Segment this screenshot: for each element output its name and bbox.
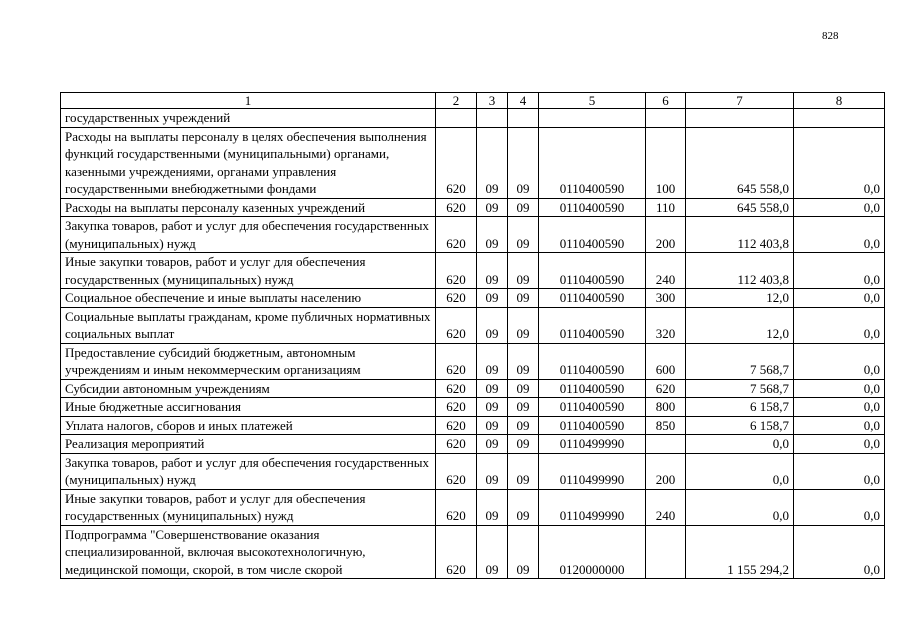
cell-col6 [646, 109, 686, 128]
row-name: Расходы на выплаты персоналу в целях обеспечения выполнения функций государственными (муниципальными) органами, казенными учреждениями, органами управления государственными внебюджетными фондами [61, 127, 436, 198]
page-number: 828 [822, 30, 839, 42]
cell-col4: 09 [508, 489, 539, 525]
table-row [61, 217, 885, 253]
cell-col6: 850 [646, 416, 686, 435]
cell-col2: 620 [436, 307, 477, 343]
row-name: Иные закупки товаров, работ и услуг для обеспечения государственных (муниципальных) нужд [61, 489, 436, 525]
cell-col4: 09 [508, 217, 539, 253]
cell-col5: 0110499990 [539, 435, 646, 454]
cell-col6: 200 [646, 217, 686, 253]
cell-col6 [646, 435, 686, 454]
cell-col8: 0,0 [794, 379, 885, 398]
cell-col8: 0,0 [794, 398, 885, 417]
cell-col8: 0,0 [794, 416, 885, 435]
row-name: Социальные выплаты гражданам, кроме публичных нормативных социальных выплат [61, 307, 436, 343]
table-row [61, 453, 885, 489]
row-name: государственных учреждений [61, 109, 436, 128]
budget-table [60, 92, 885, 579]
cell-col8: 0,0 [794, 489, 885, 525]
cell-col4: 09 [508, 453, 539, 489]
cell-col5 [539, 109, 646, 128]
cell-col3: 09 [477, 379, 508, 398]
cell-col5: 0110400590 [539, 398, 646, 417]
cell-col6: 240 [646, 489, 686, 525]
table-row [61, 343, 885, 379]
cell-col2: 620 [436, 489, 477, 525]
table-row [61, 379, 885, 398]
header-cell: 7 [686, 93, 794, 109]
cell-col7: 112 403,8 [686, 217, 794, 253]
cell-col4: 09 [508, 398, 539, 417]
cell-col4: 09 [508, 435, 539, 454]
cell-col6: 110 [646, 198, 686, 217]
cell-col2: 620 [436, 127, 477, 198]
cell-col3: 09 [477, 198, 508, 217]
cell-col2: 620 [436, 198, 477, 217]
cell-col4 [508, 109, 539, 128]
cell-col5: 0110400590 [539, 307, 646, 343]
cell-col7: 12,0 [686, 289, 794, 308]
cell-col8: 0,0 [794, 217, 885, 253]
cell-col2: 620 [436, 343, 477, 379]
cell-col8: 0,0 [794, 435, 885, 454]
cell-col7: 1 155 294,2 [686, 525, 794, 579]
cell-col5: 0110400590 [539, 416, 646, 435]
cell-col7: 7 568,7 [686, 343, 794, 379]
cell-col7: 112 403,8 [686, 253, 794, 289]
table-row [61, 489, 885, 525]
cell-col5: 0110400590 [539, 127, 646, 198]
cell-col7: 6 158,7 [686, 398, 794, 417]
cell-col4: 09 [508, 127, 539, 198]
cell-col8: 0,0 [794, 289, 885, 308]
row-name: Закупка товаров, работ и услуг для обеспечения государственных (муниципальных) нужд [61, 453, 436, 489]
table-row [61, 198, 885, 217]
cell-col7 [686, 109, 794, 128]
cell-col7: 645 558,0 [686, 198, 794, 217]
cell-col6: 200 [646, 453, 686, 489]
row-name: Субсидии автономным учреждениям [61, 379, 436, 398]
cell-col8: 0,0 [794, 198, 885, 217]
table-row [61, 416, 885, 435]
cell-col5: 0120000000 [539, 525, 646, 579]
table-row [61, 525, 885, 579]
cell-col8: 0,0 [794, 253, 885, 289]
header-cell: 4 [508, 93, 539, 109]
cell-col5: 0110499990 [539, 489, 646, 525]
cell-col7: 645 558,0 [686, 127, 794, 198]
cell-col4: 09 [508, 307, 539, 343]
cell-col2: 620 [436, 217, 477, 253]
cell-col2: 620 [436, 398, 477, 417]
cell-col4: 09 [508, 198, 539, 217]
cell-col3: 09 [477, 453, 508, 489]
cell-col4: 09 [508, 253, 539, 289]
cell-col7: 6 158,7 [686, 416, 794, 435]
cell-col4: 09 [508, 289, 539, 308]
row-name: Предоставление субсидий бюджетным, автономным учреждениям и иным некоммерческим организациям [61, 343, 436, 379]
cell-col5: 0110499990 [539, 453, 646, 489]
cell-col8: 0,0 [794, 525, 885, 579]
cell-col6: 620 [646, 379, 686, 398]
cell-col7: 0,0 [686, 435, 794, 454]
cell-col6: 800 [646, 398, 686, 417]
cell-col5: 0110400590 [539, 198, 646, 217]
row-name: Расходы на выплаты персоналу казенных учреждений [61, 198, 436, 217]
header-cell: 6 [646, 93, 686, 109]
cell-col8: 0,0 [794, 343, 885, 379]
cell-col7: 0,0 [686, 453, 794, 489]
row-name: Подпрограмма "Совершенствование оказания специализированной, включая высокотехнологичную, медицинской помощи, скорой, в том числе скорой [61, 525, 436, 579]
cell-col3: 09 [477, 127, 508, 198]
header-cell: 8 [794, 93, 885, 109]
row-name: Уплата налогов, сборов и иных платежей [61, 416, 436, 435]
header-cell: 1 [61, 93, 436, 109]
cell-col4: 09 [508, 525, 539, 579]
cell-col6: 300 [646, 289, 686, 308]
cell-col3: 09 [477, 435, 508, 454]
cell-col4: 09 [508, 343, 539, 379]
cell-col2: 620 [436, 379, 477, 398]
row-name: Иные бюджетные ассигнования [61, 398, 436, 417]
cell-col2: 620 [436, 253, 477, 289]
cell-col3: 09 [477, 398, 508, 417]
cell-col2: 620 [436, 416, 477, 435]
row-name: Социальное обеспечение и иные выплаты населению [61, 289, 436, 308]
cell-col8 [794, 109, 885, 128]
cell-col3: 09 [477, 289, 508, 308]
cell-col7: 7 568,7 [686, 379, 794, 398]
cell-col3: 09 [477, 253, 508, 289]
cell-col2: 620 [436, 453, 477, 489]
cell-col3 [477, 109, 508, 128]
table-row [61, 398, 885, 417]
header-cell: 3 [477, 93, 508, 109]
cell-col5: 0110400590 [539, 253, 646, 289]
row-name: Реализация мероприятий [61, 435, 436, 454]
table-row [61, 289, 885, 308]
cell-col3: 09 [477, 343, 508, 379]
cell-col6: 240 [646, 253, 686, 289]
cell-col7: 0,0 [686, 489, 794, 525]
cell-col5: 0110400590 [539, 379, 646, 398]
row-name: Закупка товаров, работ и услуг для обеспечения государственных (муниципальных) нужд [61, 217, 436, 253]
cell-col3: 09 [477, 489, 508, 525]
table-row [61, 307, 885, 343]
cell-col2: 620 [436, 525, 477, 579]
cell-col4: 09 [508, 379, 539, 398]
cell-col6 [646, 525, 686, 579]
cell-col3: 09 [477, 217, 508, 253]
header-cell: 2 [436, 93, 477, 109]
cell-col2: 620 [436, 289, 477, 308]
header-row [61, 93, 885, 109]
table-row [61, 435, 885, 454]
cell-col2 [436, 109, 477, 128]
cell-col5: 0110400590 [539, 289, 646, 308]
cell-col6: 320 [646, 307, 686, 343]
cell-col8: 0,0 [794, 127, 885, 198]
cell-col3: 09 [477, 416, 508, 435]
cell-col5: 0110400590 [539, 343, 646, 379]
cell-col7: 12,0 [686, 307, 794, 343]
cell-col6: 100 [646, 127, 686, 198]
table-row [61, 127, 885, 198]
cell-col2: 620 [436, 435, 477, 454]
cell-col4: 09 [508, 416, 539, 435]
cell-col3: 09 [477, 307, 508, 343]
header-cell: 5 [539, 93, 646, 109]
cell-col8: 0,0 [794, 453, 885, 489]
table-row [61, 109, 885, 128]
cell-col8: 0,0 [794, 307, 885, 343]
cell-col6: 600 [646, 343, 686, 379]
row-name: Иные закупки товаров, работ и услуг для обеспечения государственных (муниципальных) нужд [61, 253, 436, 289]
cell-col5: 0110400590 [539, 217, 646, 253]
cell-col3: 09 [477, 525, 508, 579]
table-row [61, 253, 885, 289]
